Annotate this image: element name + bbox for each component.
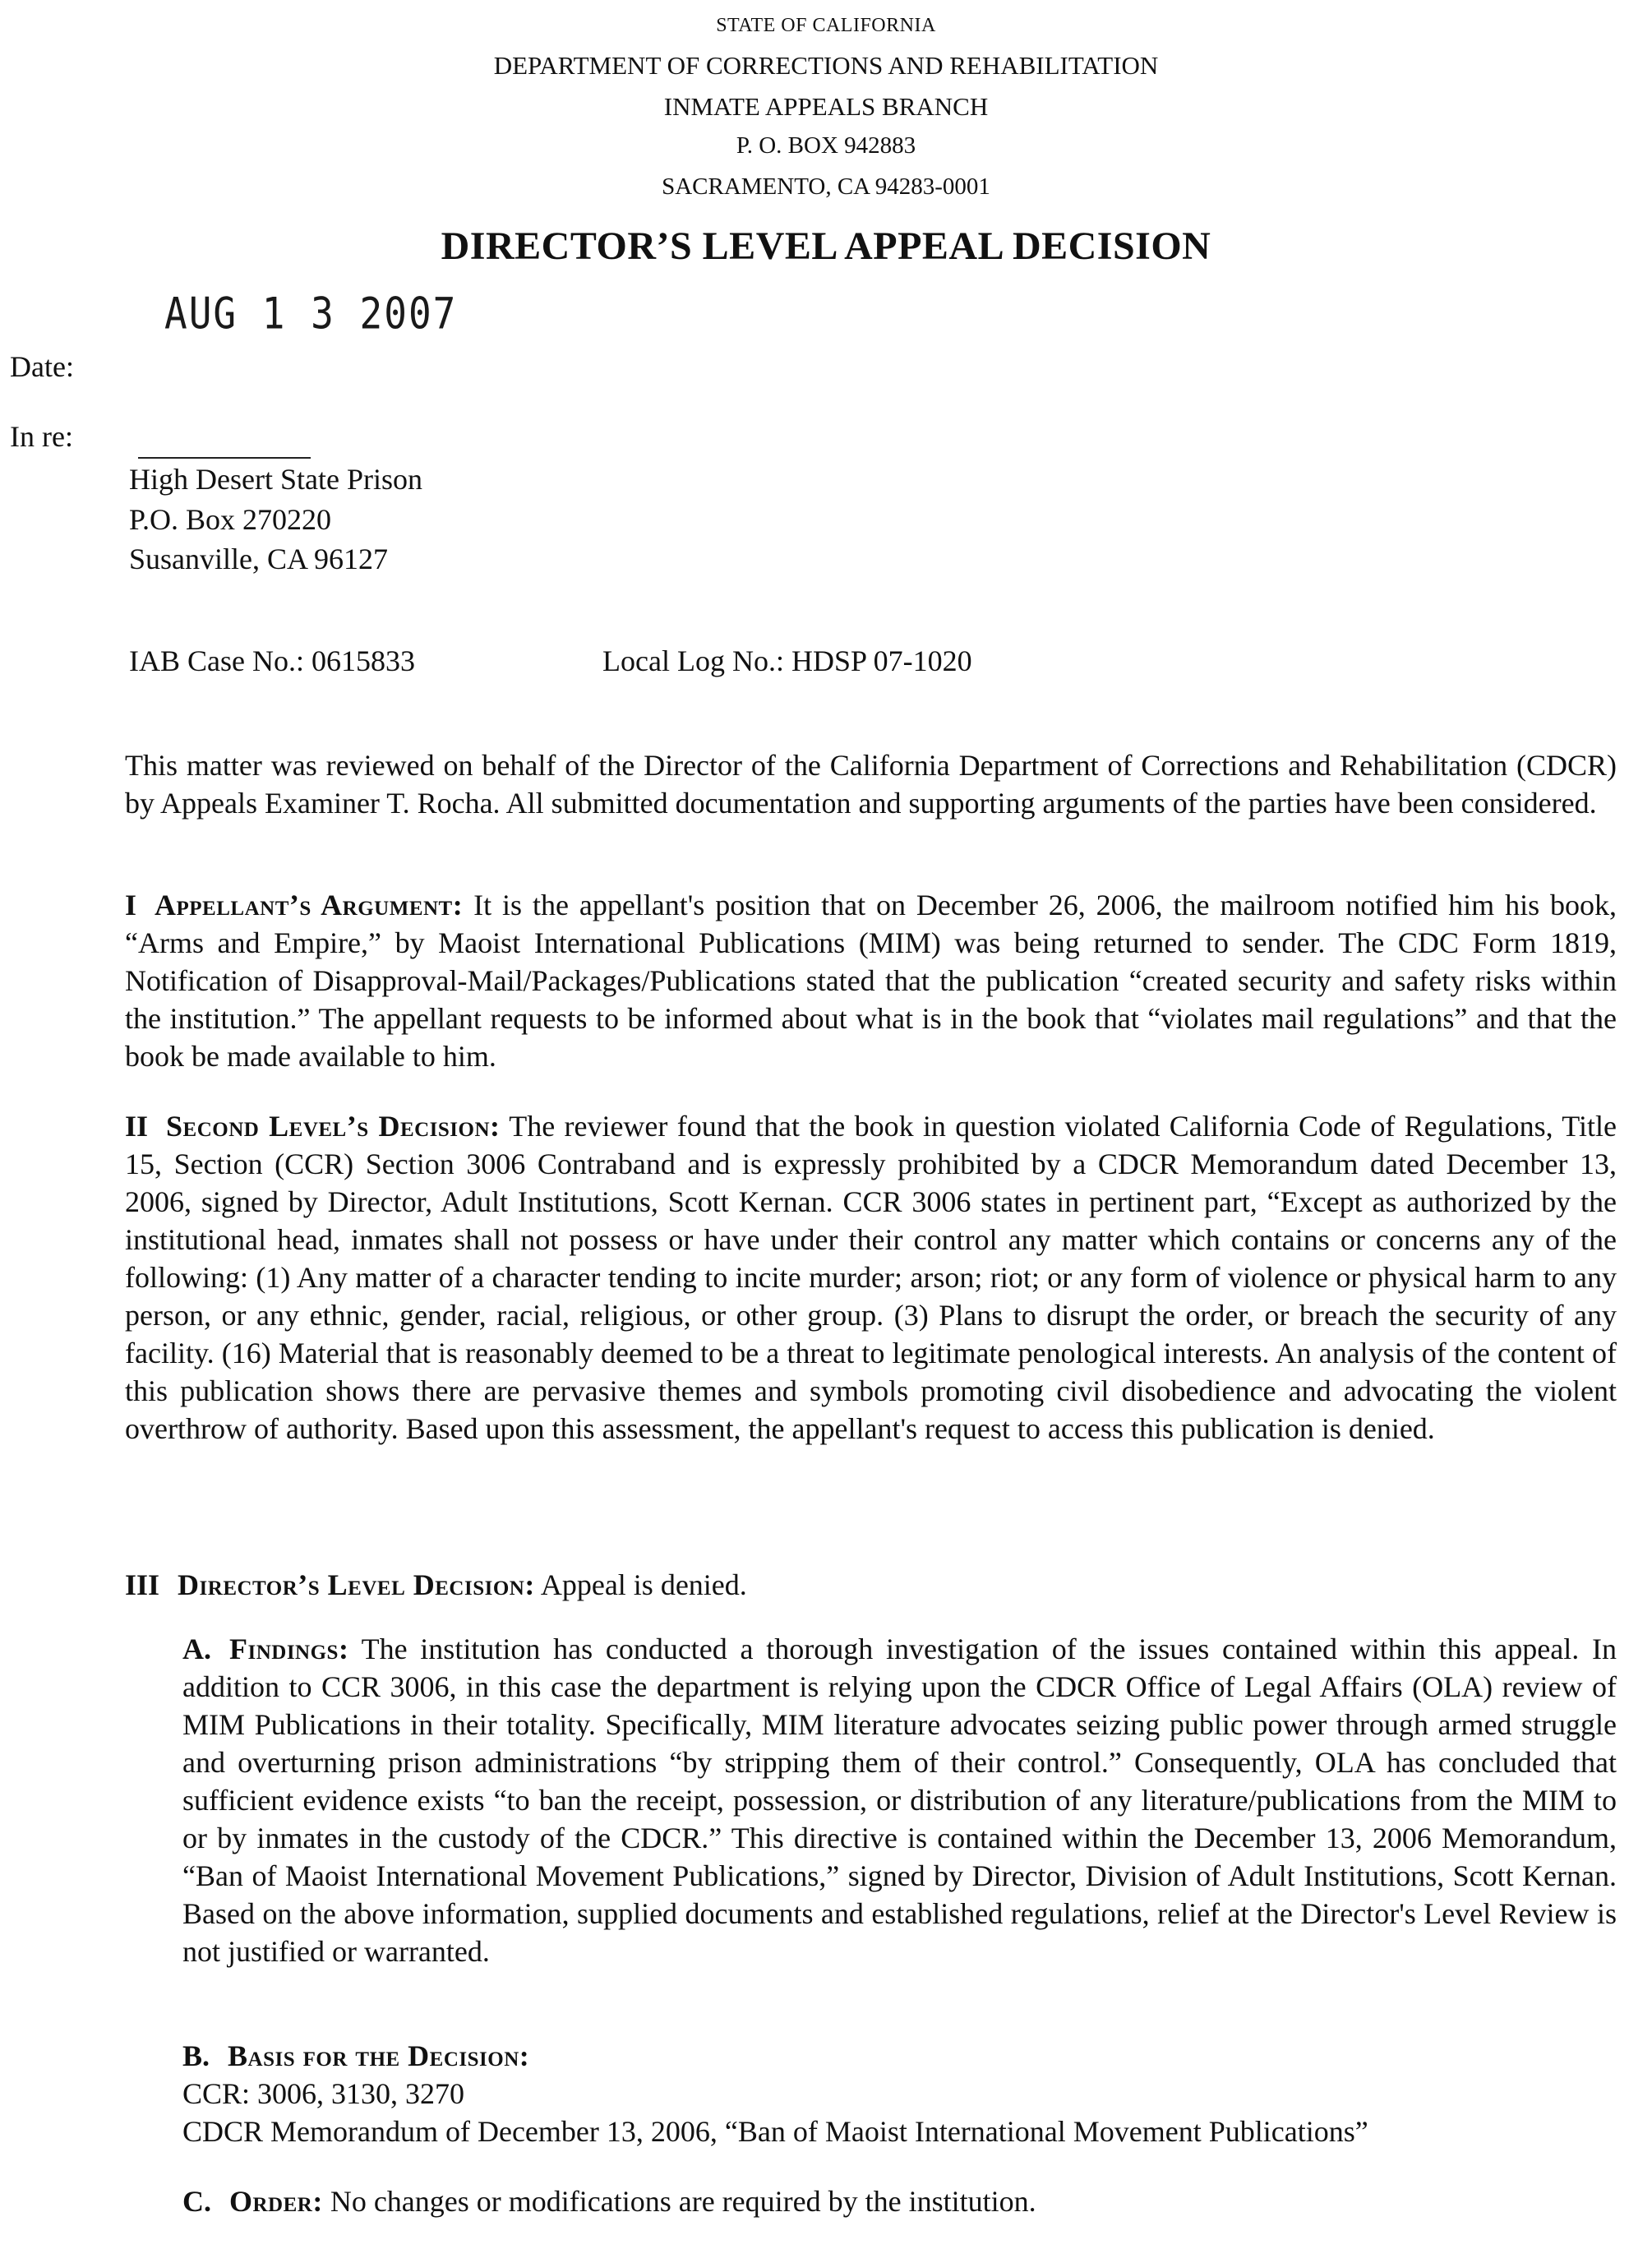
section-heading: Second Level’s Decision: xyxy=(166,1110,501,1143)
section-findings xyxy=(182,1630,1617,1970)
section-number: I xyxy=(125,889,137,921)
section-heading: Order: xyxy=(229,2185,323,2218)
header-city: SACRAMENTO, CA 94283-0001 xyxy=(662,173,990,200)
section-heading: Director’s Level Decision: xyxy=(178,1568,535,1601)
redacted-name-line xyxy=(138,457,311,459)
section-number: B. xyxy=(182,2039,210,2072)
basis-memorandum-line: CDCR Memorandum of December 13, 2006, “Ban of Maoist International Movement Publications” xyxy=(182,2115,1368,2148)
section-text: The institution has conducted a thorough investigation of the issues contained within this appeal. In addition to CCR 3006, in this case the department is relying upon the CDCR Office of Legal Affairs (OLA) review of MIM Publications in their totality. Specifically, MIM literature advocates seizing public power through armed struggle and overturning prison administrations “by stripping them of their control.” Consequently, OLA has concluded that sufficient evidence exists “to ban the receipt, possession, or distribution of any literature/publications from the MIM to or by inmates in the custody of the CDCR.” This directive is contained within the December 13, 2006 Memorandum, “Ban of Maoist International Movement Publications,” signed by Director, Division of Adult Institutions, Scott Kernan. Based on the above information, supplied documents and established regulations, relief at the Director's Level Review is not justified or warranted. xyxy=(182,1632,1617,1968)
iab-case-value: 0615833 xyxy=(311,644,415,677)
section-second-level-decision xyxy=(125,1107,1617,1448)
date-stamp: AUG 1 3 2007 xyxy=(164,288,458,339)
section-number: A. xyxy=(182,1632,211,1665)
section-text: No changes or modifications are required by the institution. xyxy=(330,2185,1036,2218)
document-title: DIRECTOR’S LEVEL APPEAL DECISION xyxy=(441,224,1211,268)
iab-case-label: IAB Case No.: xyxy=(129,644,304,677)
section-basis-for-decision xyxy=(182,2037,1629,2150)
section-number: II xyxy=(125,1110,149,1143)
address-line-3: Susanville, CA 96127 xyxy=(129,543,389,575)
section-number: C. xyxy=(182,2185,211,2218)
section-heading: Basis for the Decision: xyxy=(228,2039,530,2072)
basis-heading-line xyxy=(182,2037,1629,2075)
in-re-label: In re: xyxy=(10,420,73,453)
section-number: III xyxy=(125,1568,160,1601)
address-line-2: P.O. Box 270220 xyxy=(129,503,332,536)
section-order xyxy=(182,2182,1629,2220)
basis-ccr-line: CCR: 3006, 3130, 3270 xyxy=(182,2077,465,2110)
section-heading: Appellant’s Argument: xyxy=(155,889,464,921)
section-text: Appeal is denied. xyxy=(540,1568,747,1601)
address-line-1: High Desert State Prison xyxy=(129,463,422,496)
date-label: Date: xyxy=(10,350,74,383)
header-po-box: P. O. BOX 942883 xyxy=(736,132,916,159)
iab-case-number xyxy=(129,644,415,678)
local-log-label: Local Log No.: xyxy=(602,644,784,677)
section-text: It is the appellant's position that on December 26, 2006, the mailroom notified him his book, “Arms and Empire,” by Maoist International Publications (MIM) was being returned to sender. The CDC Form 1819, Notification of Disapproval-Mail/Packages/Publications stated that the publication “created security and safety risks within the institution.” The appellant requests to be informed about what is in the book that “violates mail regulations” and that the book be made available to him. xyxy=(125,889,1617,1073)
section-heading: Findings: xyxy=(229,1632,349,1665)
header-state: STATE OF CALIFORNIA xyxy=(716,15,936,36)
local-log-number xyxy=(602,644,972,678)
header-branch: INMATE APPEALS BRANCH xyxy=(663,92,989,121)
section-directors-level-decision xyxy=(125,1566,1617,1604)
local-log-value: HDSP 07-1020 xyxy=(791,644,972,677)
header-department: DEPARTMENT OF CORRECTIONS AND REHABILITATION xyxy=(493,51,1159,80)
intro-paragraph: This matter was reviewed on behalf of the Director of the California Department of Corrections and Rehabilitation (CDCR) by Appeals Examiner T. Rocha. All submitted documentation and supporting arguments of the parties have been considered. xyxy=(125,749,1617,820)
section-appellant-argument xyxy=(125,886,1617,1075)
section-text: The reviewer found that the book in question violated California Code of Regulations, Title 15, Section (CCR) Section 3006 Contraband and is expressly prohibited by a CDCR Memorandum dated December 13, 2006, signed by Director, Adult Institutions, Scott Kernan. CCR 3006 states in pertinent part, “Except as authorized by the institutional head, inmates shall not possess or have under their control any matter which contains or concerns any of the following: (1) Any matter of a character tending to incite murder; arson; riot; or any form of violence or physical harm to any person, or any ethnic, gender, racial, religious, or other group. (3) Plans to disrupt the order, or breach the security of any facility. (16) Material that is reasonably deemed to be a threat to legitimate penological interests. An analysis of the content of this publication shows there are pervasive themes and symbols promoting civil disobedience and advocating the violent overthrow of authority. Based upon this assessment, the appellant's request to access this publication is denied. xyxy=(125,1110,1617,1445)
